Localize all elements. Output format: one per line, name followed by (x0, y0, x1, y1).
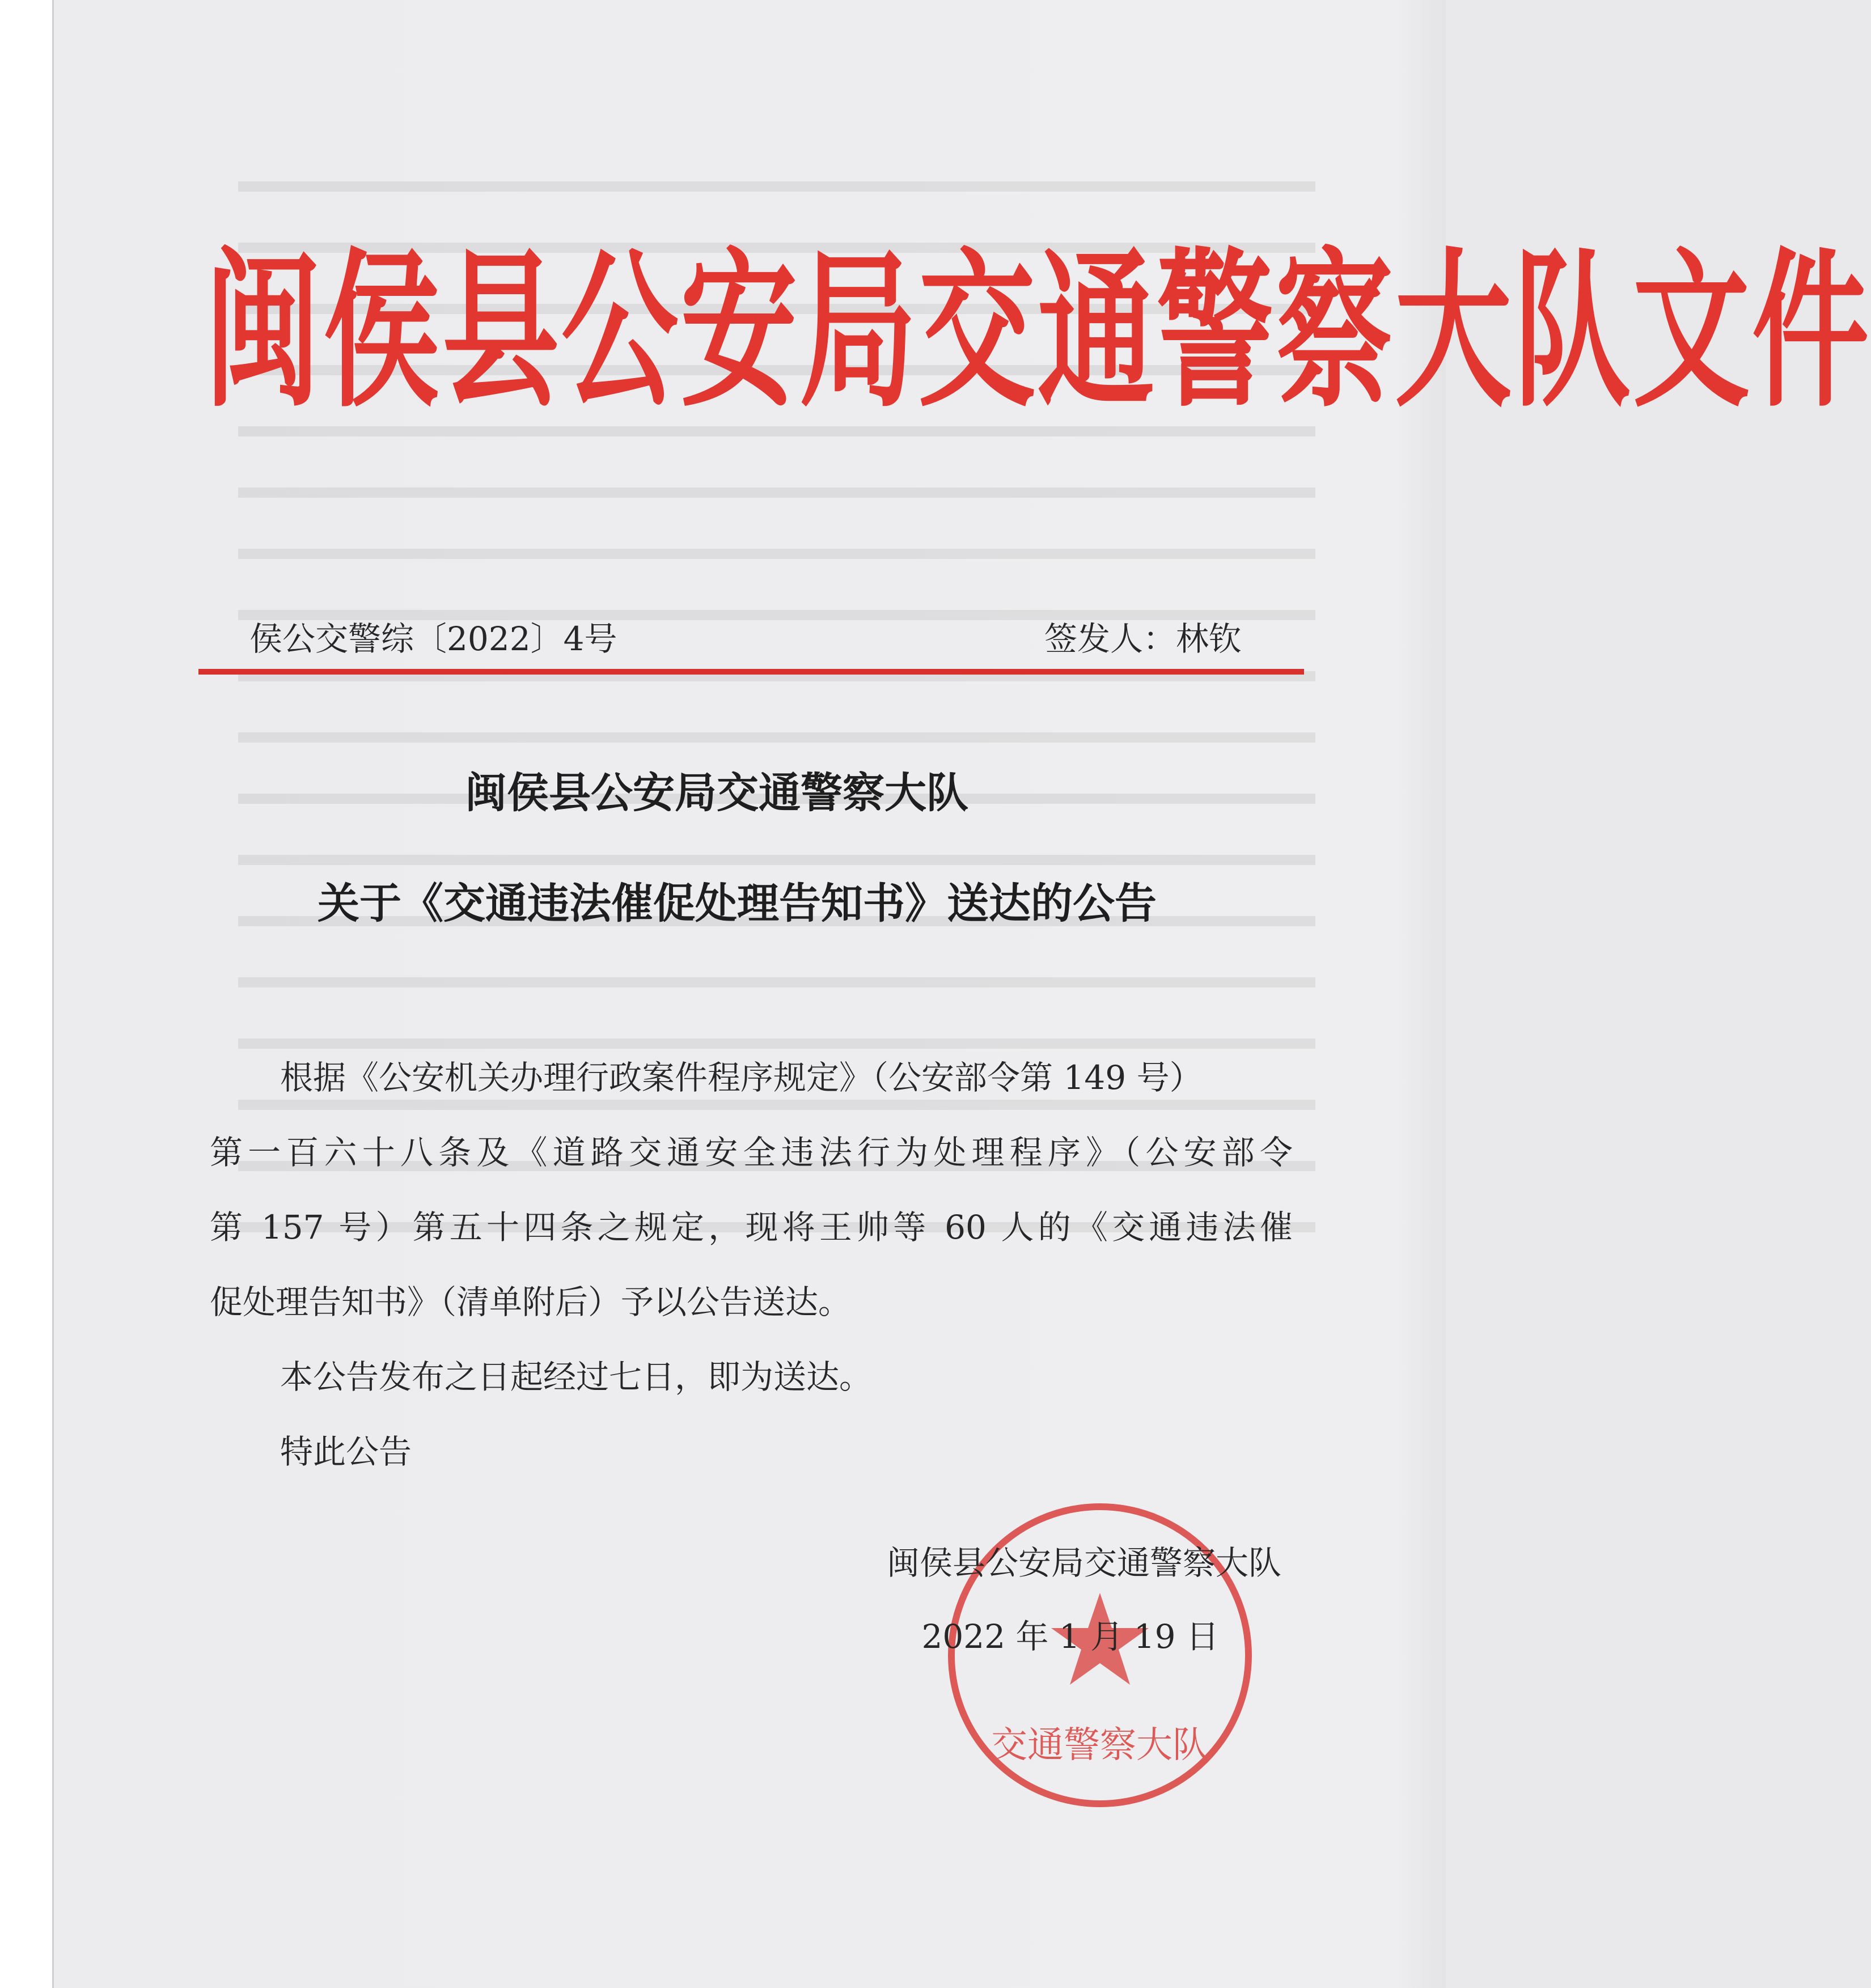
notice-body (210, 1040, 1293, 1489)
issuer: 闽侯县公安局交通警察大队 (886, 1544, 1281, 1582)
notice-title-line1: 闽侯县公安局交通警察大队 (465, 769, 968, 817)
seal-bottom-text: 交通警察大队 (991, 1724, 1209, 1766)
signer: 签发人：林钦 (1044, 620, 1242, 658)
red-divider-rule (198, 669, 1304, 675)
masthead-title: 闽侯县公安局交通警察大队文件 (204, 233, 1871, 430)
body-line: 第 157 号）第五十四条之规定，现将王帅等 60 人的《交通违法催 (210, 1208, 1293, 1247)
body-line: 第一百六十八条及《道路交通安全违法行为处理程序》（公安部令 (210, 1133, 1293, 1172)
scan-left-edge (0, 0, 54, 1988)
body-paragraph-2: 本公告发布之日起经过七日，即为送达。 (280, 1358, 873, 1396)
body-line: 促处理告知书》（清单附后）予以公告送达。 (210, 1283, 852, 1321)
issue-date: 2022 年 1 月 19 日 (921, 1617, 1219, 1656)
body-line: 根据《公安机关办理行政案件程序规定》（公安部令第 149 号） (280, 1058, 1203, 1097)
document-number: 侯公交警综〔2022〕4号 (249, 620, 617, 658)
body-paragraph-3: 特此公告 (280, 1432, 412, 1471)
notice-title-line2: 关于《交通违法催促处理告知书》送达的公告 (318, 879, 1157, 928)
